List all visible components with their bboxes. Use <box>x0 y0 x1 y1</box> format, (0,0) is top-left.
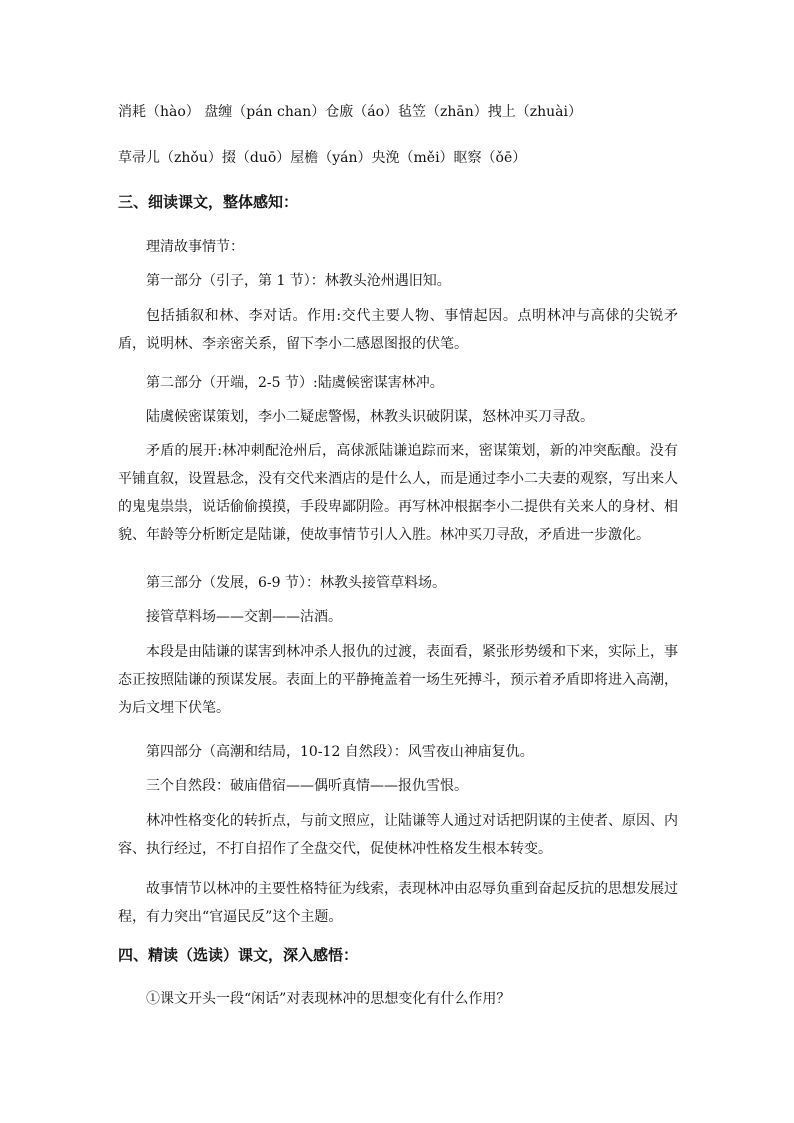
pinyin-line-2: 草帚儿（zhǒu）掇（duō）屋檐（yán）央浼（měi）眍察（ǒē） <box>118 150 527 166</box>
part2-conflict: 矛盾的展开:林冲刺配沧州后，高俅派陆谦追踪而来，密谋策划，新的冲突酝酿。没有平铺直叙，设置悬念，没有交代来酒店的是什么人，而是通过李小二夫妻的观察，写出来人的鬼鬼祟祟，说话偷偷摸摸，手段卑鄙阴险。再写林冲根据李小二提供有关来人的身材、相貌、年龄等分析断定是陆谦，使故事情节引人入胜。林冲买刀寻敌，矛盾进一步激化。 <box>118 443 678 543</box>
part1-description: 包括插叙和林、李对话。作用:交代主要人物、事情起因。点明林冲与高俅的尖锐矛盾，说明林、李亲密关系，留下李小二感恩图报的伏笔。 <box>118 308 678 352</box>
section-4-heading: 四、精读（选读）课文，深入感悟： <box>118 946 359 964</box>
question-1: ①课文开头一段“闲话”对表现林冲的思想变化有什么作用？ <box>146 991 511 1007</box>
plot-intro: 理清故事情节： <box>146 239 244 255</box>
part4-description: 三个自然段：破庙借宿——偶听真情——报仇雪恨。 <box>146 778 468 794</box>
part3-description: 接管草料场——交割——沽酒。 <box>146 609 342 625</box>
part4-analysis: 林冲性格变化的转折点，与前文照应，让陆谦等人通过对话把阴谋的主使者、原因、内容、执行经过，不打自招作了全盘交代，促使林冲性格发生根本转变。 <box>118 813 678 857</box>
part2-description: 陆虞候密谋策划，李小二疑虑警惕，林教头识破阴谋，怒林冲买刀寻敌。 <box>146 409 594 425</box>
part3-title: 第三部分（发展，6-9 节）：林教头接管草料场。 <box>146 575 446 591</box>
section-3-heading: 三、细读课文，整体感知： <box>118 193 299 211</box>
part2-title: 第二部分（开端，2-5 节）:陆虞候密谋害林冲。 <box>146 375 444 391</box>
part4-title: 第四部分（高潮和结局，10-12 自然段）：风雪夜山神庙复仇。 <box>146 744 534 760</box>
pinyin-line-1: 消耗（hào） 盘缠（pán chan）仓廒（áo）毡笠（zhān）拽上（zhuài） <box>118 104 583 120</box>
plot-summary: 故事情节以林冲的主要性格特征为线索，表现林冲由忍辱负重到奋起反抗的思想发展过程，有力突出“官逼民反”这个主题。 <box>118 881 678 925</box>
part1-title: 第一部分（引子，第 1 节）：林教头沧州遇旧知。 <box>146 273 451 289</box>
part3-analysis: 本段是由陆谦的谋害到林冲杀人报仇的过渡，表面看，紧张形势缓和下来，实际上，事态正按照陆谦的预谋发展。表面上的平静掩盖着一场生死搏斗，预示着矛盾即将进入高潮，为后文埋下伏笔。 <box>118 644 678 716</box>
